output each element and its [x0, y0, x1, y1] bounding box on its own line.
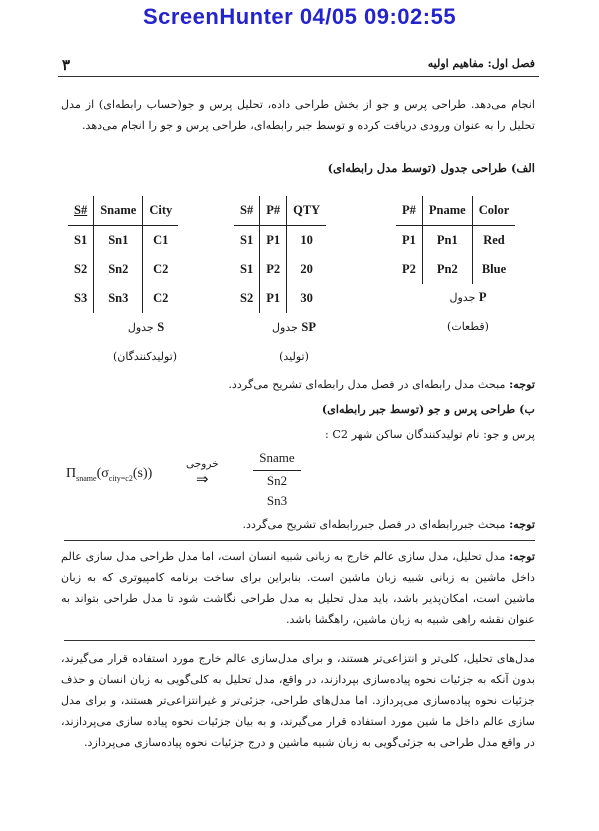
note-3-label: توجه: — [509, 549, 535, 563]
table-cell: C2 — [153, 291, 169, 305]
table-p-caption — [418, 290, 518, 305]
table-row — [68, 255, 178, 284]
table-cell: P2 — [396, 255, 422, 284]
table-sp-caption-letter: SP — [301, 320, 316, 334]
section-a-heading: الف) طراحی جدول (توسط مدل رابطه‌ای) — [327, 161, 535, 175]
table-cell: 20 — [300, 262, 313, 276]
table-sp-header-row — [234, 196, 326, 226]
table-cell: S2 — [234, 284, 260, 313]
table-p — [396, 196, 515, 284]
page-number: ۳ — [62, 56, 71, 74]
note-2-text: مبحث جبررابطه‌ای در فصل جبررابطه‌ای تشریح می‌گردد. — [242, 518, 510, 531]
table-sp-header: P# — [260, 196, 287, 226]
table-sp-caption — [244, 320, 344, 335]
table-sp-header: S# — [234, 196, 260, 226]
table-s-caption-sub: (تولیدکنندگان) — [112, 350, 178, 363]
table-p-caption-word: جدول — [449, 291, 476, 304]
intro-paragraph: انجام می‌دهد. طراحی پرس و جو از بخش طراحی داده، تحلیل پرس و جو(حساب رابطه‌ای) از مدل تحلیل را به عنوان ورودی دریافت کرده و توسط جبر رابطه‌ای، طراحی پرس و جو را انجام می‌دهد. — [61, 98, 535, 132]
table-row — [68, 284, 178, 313]
table-row — [68, 226, 178, 256]
table-sp-header: QTY — [287, 196, 327, 226]
table-cell: P1 — [260, 284, 287, 313]
table-s — [68, 196, 178, 313]
table-cell: C1 — [153, 233, 169, 247]
table-cell: P2 — [260, 255, 287, 284]
table-row — [234, 255, 326, 284]
screenhunter-banner: ScreenHunter 04/05 09:02:55 — [142, 4, 457, 29]
table-cell: S2 — [68, 255, 94, 284]
table-cell: P1 — [260, 226, 287, 256]
table-cell: Sn2 — [94, 255, 143, 284]
table-s-caption — [96, 320, 196, 335]
table-row — [396, 255, 515, 284]
table-s-header: Sname — [94, 196, 143, 226]
table-p-header: P# — [396, 196, 422, 226]
relation-operand: (s)) — [132, 466, 153, 481]
note-1 — [61, 374, 535, 395]
relational-algebra-expression — [66, 466, 152, 483]
table-cell: Pn2 — [422, 255, 472, 284]
header-rule — [58, 76, 539, 77]
table-cell: S1 — [234, 255, 260, 284]
query-result-table — [253, 448, 301, 511]
table-s-header-row — [68, 196, 178, 226]
table-sp-caption-sub: (تولید) — [279, 350, 309, 363]
table-cell: C2 — [153, 262, 169, 276]
table-cell: 10 — [300, 233, 313, 247]
note-3-text: مدل تحلیل، مدل سازی عالم خارج به زبانی شبیه انسان است، اما مدل طراحی مدل سازی عالم داخل ماشین به زبانی شبیه زبان ماشین است. بنابراین برای ساخت برنامه کامپیوتری که به زبان ماشین است، امکان‌پذیر باشد، باید مدل تحلیل به مدل طراحی نگاشت شود تا مدل طراحی بتواند به عنوان نقشه راهی شبیه به زبان ماشین، راهگشا باشد. — [61, 550, 535, 626]
projection-symbol: Π — [66, 466, 77, 481]
note-1-label: توجه: — [509, 377, 535, 391]
table-row — [234, 226, 326, 256]
table-row — [234, 284, 326, 313]
output-label: خروجی — [186, 458, 219, 470]
selection-symbol: σ — [101, 466, 109, 481]
table-p-header: Pname — [422, 196, 472, 226]
table-s-header: S# — [68, 196, 94, 226]
query-text: پرس و جو: نام تولیدکنندگان ساکن شهر C2 : — [325, 428, 535, 441]
table-cell: Sn3 — [94, 284, 143, 313]
table-cell: S3 — [68, 284, 94, 313]
section-b-heading: ب) طراحی پرس و جو (توسط جبر رابطه‌ای) — [321, 402, 535, 416]
table-cell: 30 — [300, 291, 313, 305]
table-cell: Sn1 — [94, 226, 143, 256]
note-2 — [61, 514, 535, 535]
note-1-text: مبحث مدل رابطه‌ای در فصل مدل رابطه‌ای تشریح می‌گردد. — [228, 378, 510, 391]
table-p-header: Color — [472, 196, 515, 226]
table-sp — [234, 196, 326, 313]
table-cell: Blue — [481, 262, 507, 276]
projection-subscript: sname — [76, 473, 97, 483]
table-s-caption-letter: S — [157, 320, 165, 334]
chapter-title: فصل اول: مفاهیم اولیه — [427, 57, 535, 70]
result-header: Sname — [253, 448, 301, 471]
table-sp-caption-word: جدول — [272, 321, 298, 334]
implies-arrow-icon: ⇒ — [196, 470, 209, 488]
section-divider — [64, 640, 535, 641]
open-paren: ( — [96, 466, 102, 481]
table-row — [396, 226, 515, 256]
table-cell: Red — [483, 233, 505, 247]
table-cell: P1 — [396, 226, 422, 256]
note-3 — [61, 546, 535, 630]
table-p-caption-letter: P — [478, 290, 487, 304]
table-p-caption-sub: (قطعات) — [447, 320, 489, 333]
table-cell: Pn1 — [422, 226, 472, 256]
table-p-header-row — [396, 196, 515, 226]
section-divider — [64, 540, 535, 541]
result-row: Sn3 — [266, 493, 288, 508]
table-cell: S1 — [68, 226, 94, 256]
table-s-caption-word: جدول — [127, 321, 154, 334]
table-cell: S1 — [234, 226, 260, 256]
final-paragraph: مدل‌های تحلیل، کلی‌تر و انتزاعی‌تر هستند، و برای مدل‌سازی عالم خارج مورد استفاده قرار می‌گیرند، بدون آنکه به جزئیات نحوه پیاده‌سازی بپردازند، در واقع، مدل تحلیل به کلی‌گویی به زبان انسان و حذف جزئیات نحوه پیاده‌سازی می‌پردازد. اما مدل‌های طراحی، جزئی‌تر و غیرانتزاعی‌تر هستند، و برای مدل سازی عالم داخل ما شین مورد استفاده قرار می‌گیرند، و به بیان جزئیات نحوه پیاده سازی می‌پردازند، در واقع مدل طراحی به جزئی‌گویی به زبان شبیه ماشین و درج جزئیات نحوه پیاده‌سازی می‌پردازد. — [61, 652, 535, 749]
selection-subscript: city=c2 — [108, 473, 133, 483]
result-row: Sn2 — [266, 473, 288, 488]
table-s-header: City — [143, 196, 178, 226]
note-2-label: توجه: — [509, 517, 535, 531]
